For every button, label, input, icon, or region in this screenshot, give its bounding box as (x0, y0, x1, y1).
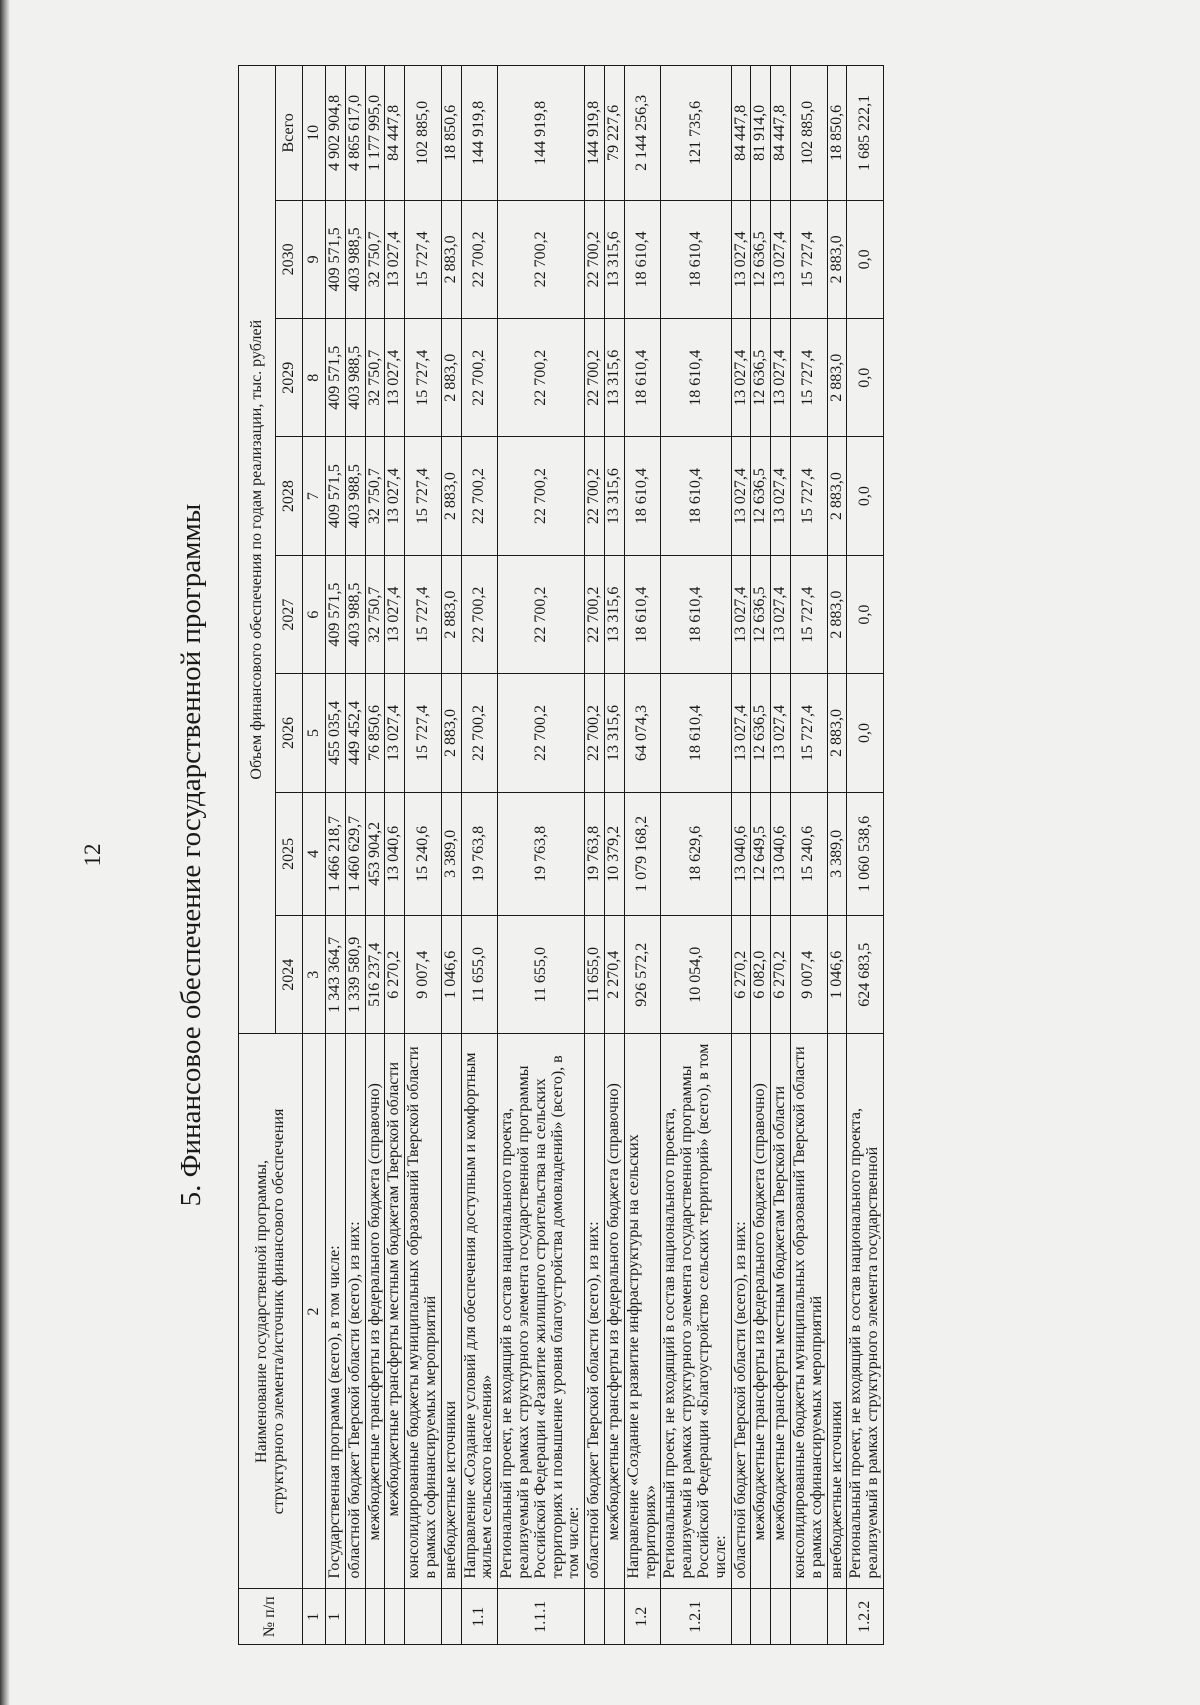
value-cell: 455 035,4 (326, 674, 346, 792)
value-cell: 15 240,6 (405, 792, 442, 915)
value-cell: 2 883,0 (827, 200, 847, 318)
value-cell: 2 883,0 (441, 674, 461, 792)
value-cell: 1 460 629,7 (345, 792, 365, 915)
col-no-header: № п/п (239, 1589, 303, 1645)
value-cell: 13 027,4 (385, 200, 405, 318)
value-cell: 1 343 364,7 (326, 916, 346, 1034)
value-cell: 22 700,2 (585, 555, 605, 673)
row-name-cell: Направление «Создание и развитие инфраструктуры на сельских территориях» (624, 1034, 661, 1589)
row-name-cell: межбюджетные трансферты из федерального бюджета (справочно) (751, 1034, 771, 1589)
row-number-cell (731, 1589, 751, 1645)
value-cell: 121 735,6 (661, 66, 731, 201)
row-name-cell: Государственная программа (всего), в том числе: (326, 1034, 346, 1589)
row-name-cell: внебюджетные источники (827, 1034, 847, 1589)
value-cell: 13 040,6 (731, 792, 751, 915)
value-cell: 13 027,4 (731, 200, 751, 318)
table-row (441, 66, 461, 1645)
value-cell: 18 610,4 (624, 555, 661, 673)
value-cell: 22 700,2 (585, 319, 605, 437)
value-cell: 18 850,6 (827, 66, 847, 201)
table-row (771, 66, 791, 1645)
value-cell: 9 007,4 (790, 916, 827, 1034)
column-index-cell: 8 (303, 319, 326, 437)
value-cell: 15 727,4 (405, 200, 442, 318)
column-index-cell: 10 (303, 66, 326, 201)
value-cell: 403 988,5 (345, 437, 365, 555)
value-cell: 22 700,2 (498, 319, 585, 437)
value-cell: 12 636,5 (751, 319, 771, 437)
row-name-cell: межбюджетные трансферты местным бюджетам Тверской области (771, 1034, 791, 1589)
year-header: Всего (276, 66, 303, 201)
year-header: 2024 (276, 916, 303, 1034)
value-cell: 13 027,4 (385, 674, 405, 792)
value-cell: 15 727,4 (405, 319, 442, 437)
value-cell: 19 763,8 (498, 792, 585, 915)
value-cell: 22 700,2 (585, 200, 605, 318)
value-cell: 449 452,4 (345, 674, 365, 792)
column-index-cell: 2 (303, 1034, 326, 1589)
value-cell: 13 027,4 (771, 200, 791, 318)
value-cell: 409 571,5 (326, 437, 346, 555)
table-row (345, 66, 365, 1645)
value-cell: 2 883,0 (827, 437, 847, 555)
value-cell: 18 610,4 (624, 200, 661, 318)
value-cell: 2 883,0 (441, 437, 461, 555)
value-cell: 403 988,5 (345, 319, 365, 437)
table-row (405, 66, 442, 1645)
value-cell: 13 315,6 (604, 555, 624, 673)
value-cell: 1 685 222,1 (847, 66, 884, 201)
row-name-cell: Региональный проект, не входящий в состав национального проекта, реализуемый в рамках структурного элемента государственной программы Российской Федерации «Развитие жилищного строительства на сельских территориях и повышение уровня благоустройства домовладений» (всего), в том числе: (498, 1034, 585, 1589)
value-cell: 22 700,2 (461, 555, 498, 673)
value-cell: 0,0 (847, 319, 884, 437)
value-cell: 1 060 538,6 (847, 792, 884, 915)
value-cell: 6 270,2 (385, 916, 405, 1034)
row-number-cell (827, 1589, 847, 1645)
value-cell: 15 727,4 (790, 437, 827, 555)
row-name-cell: Направление «Создание условий для обеспечения доступным и комфортным жильем сельского населения» (461, 1034, 498, 1589)
value-cell: 1 466 218,7 (326, 792, 346, 915)
row-number-cell (604, 1589, 624, 1645)
value-cell: 13 027,4 (771, 555, 791, 673)
value-cell: 2 883,0 (827, 674, 847, 792)
value-cell: 10 054,0 (661, 916, 731, 1034)
value-cell: 1 177 995,0 (365, 66, 385, 201)
value-cell: 1 046,6 (441, 916, 461, 1034)
row-name-cell: межбюджетные трансферты местным бюджетам Тверской области (385, 1034, 405, 1589)
value-cell: 13 027,4 (731, 437, 751, 555)
value-cell: 19 763,8 (585, 792, 605, 915)
value-cell: 18 850,6 (441, 66, 461, 201)
value-cell: 13 027,4 (771, 319, 791, 437)
value-cell: 144 919,8 (585, 66, 605, 201)
value-cell: 10 379,2 (604, 792, 624, 915)
value-cell: 144 919,8 (461, 66, 498, 201)
value-cell: 64 074,3 (624, 674, 661, 792)
value-cell: 18 610,4 (624, 437, 661, 555)
column-index-cell: 4 (303, 792, 326, 915)
value-cell: 15 240,6 (790, 792, 827, 915)
row-number-cell: 1.2.2 (847, 1589, 884, 1645)
row-name-cell: Региональный проект, не входящий в состав национального проекта, реализуемый в рамках структурного элемента государственной программы Российской Федерации «Благоустройство сельских территорий» (всего), в том числе: (661, 1034, 731, 1589)
value-cell: 81 914,0 (751, 66, 771, 201)
value-cell: 13 315,6 (604, 200, 624, 318)
value-cell: 0,0 (847, 555, 884, 673)
value-cell: 13 315,6 (604, 437, 624, 555)
value-cell: 2 883,0 (827, 319, 847, 437)
value-cell: 624 683,5 (847, 916, 884, 1034)
value-cell: 453 904,2 (365, 792, 385, 915)
row-number-cell (585, 1589, 605, 1645)
row-number-cell: 1 (326, 1589, 346, 1645)
value-cell: 0,0 (847, 437, 884, 555)
value-cell: 18 610,4 (661, 200, 731, 318)
value-cell: 84 447,8 (771, 66, 791, 201)
value-cell: 18 610,4 (661, 555, 731, 673)
value-cell: 32 750,7 (365, 200, 385, 318)
year-header: 2027 (276, 555, 303, 673)
table-row (790, 66, 827, 1645)
value-cell: 11 655,0 (585, 916, 605, 1034)
value-cell: 12 636,5 (751, 555, 771, 673)
value-cell: 18 629,6 (661, 792, 731, 915)
row-name-cell: межбюджетные трансферты из федерального бюджета (справочно) (604, 1034, 624, 1589)
value-cell: 6 270,2 (771, 916, 791, 1034)
row-number-cell: 1.1.1 (498, 1589, 585, 1645)
value-cell: 144 919,8 (498, 66, 585, 201)
value-cell: 15 727,4 (405, 437, 442, 555)
value-cell: 9 007,4 (405, 916, 442, 1034)
row-name-cell: областной бюджет Тверской области (всего), из них: (345, 1034, 365, 1589)
value-cell: 12 649,5 (751, 792, 771, 915)
value-cell: 11 655,0 (498, 916, 585, 1034)
value-cell: 403 988,5 (345, 555, 365, 673)
row-number-cell: 1.1 (461, 1589, 498, 1645)
value-cell: 32 750,7 (365, 437, 385, 555)
value-cell: 409 571,5 (326, 200, 346, 318)
row-number-cell (751, 1589, 771, 1645)
table-row (661, 66, 731, 1645)
value-cell: 76 850,6 (365, 674, 385, 792)
value-cell: 12 636,5 (751, 200, 771, 318)
year-header: 2025 (276, 792, 303, 915)
row-name-cell: Региональный проект, не входящий в состав национального проекта, реализуемый в рамках структурного элемента государственной (847, 1034, 884, 1589)
row-name-cell: областной бюджет Тверской области (всего), из них: (585, 1034, 605, 1589)
year-header: 2029 (276, 319, 303, 437)
financing-table (238, 65, 884, 1645)
column-index-cell: 1 (303, 1589, 326, 1645)
row-number-cell (441, 1589, 461, 1645)
value-cell: 79 227,6 (604, 66, 624, 201)
value-cell: 13 027,4 (771, 437, 791, 555)
table-row (751, 66, 771, 1645)
value-cell: 12 636,5 (751, 437, 771, 555)
value-cell: 2 883,0 (827, 555, 847, 673)
col-name-header-line2: структурного элемента/источник финансового обеспечения (269, 1108, 287, 1515)
value-cell: 6 082,0 (751, 916, 771, 1034)
table-row (461, 66, 498, 1645)
table-row (585, 66, 605, 1645)
row-number-cell: 1.2.1 (661, 1589, 731, 1645)
row-number-cell (790, 1589, 827, 1645)
row-number-cell (345, 1589, 365, 1645)
value-cell: 2 883,0 (441, 555, 461, 673)
value-cell: 18 610,4 (661, 437, 731, 555)
table-row (385, 66, 405, 1645)
column-index-cell: 6 (303, 555, 326, 673)
value-cell: 3 389,0 (441, 792, 461, 915)
value-cell: 0,0 (847, 200, 884, 318)
value-cell: 18 610,4 (624, 319, 661, 437)
value-cell: 22 700,2 (498, 200, 585, 318)
value-cell: 15 727,4 (790, 555, 827, 673)
value-cell: 13 027,4 (385, 555, 405, 673)
table-row (827, 66, 847, 1645)
value-cell: 18 610,4 (661, 319, 731, 437)
value-cell: 22 700,2 (498, 437, 585, 555)
row-name-cell: консолидированные бюджеты муниципальных образований Тверской области в рамках софинансируемых мероприятий (405, 1034, 442, 1589)
col-name-header (239, 1034, 303, 1589)
value-cell: 15 727,4 (790, 674, 827, 792)
value-cell: 32 750,7 (365, 555, 385, 673)
column-index-cell: 7 (303, 437, 326, 555)
value-cell: 22 700,2 (498, 555, 585, 673)
value-cell: 13 315,6 (604, 674, 624, 792)
value-cell: 13 040,6 (771, 792, 791, 915)
value-cell: 409 571,5 (326, 555, 346, 673)
value-cell: 2 144 256,3 (624, 66, 661, 201)
table-row (624, 66, 661, 1645)
year-header: 2026 (276, 674, 303, 792)
value-cell: 22 700,2 (461, 437, 498, 555)
value-cell: 13 027,4 (385, 319, 405, 437)
row-number-cell (385, 1589, 405, 1645)
value-cell: 2 883,0 (441, 200, 461, 318)
table-row (365, 66, 385, 1645)
row-number-cell: 1.2 (624, 1589, 661, 1645)
value-cell: 11 655,0 (461, 916, 498, 1034)
value-cell: 15 727,4 (790, 319, 827, 437)
value-cell: 1 079 168,2 (624, 792, 661, 915)
value-cell: 22 700,2 (461, 200, 498, 318)
value-cell: 18 610,4 (661, 674, 731, 792)
value-cell: 13 027,4 (385, 437, 405, 555)
value-cell: 12 636,5 (751, 674, 771, 792)
value-cell: 19 763,8 (461, 792, 498, 915)
row-name-cell: консолидированные бюджеты муниципальных образований Тверской области в рамках софинансируемых мероприятий (790, 1034, 827, 1589)
section-title: 5. Финансовое обеспечение государственной программы (175, 503, 207, 1207)
value-cell: 22 700,2 (461, 674, 498, 792)
value-cell: 15 727,4 (405, 674, 442, 792)
col-name-header-line1: Наименование государственной программы, (252, 1160, 270, 1463)
row-name-cell: межбюджетные трансферты из федерального бюджета (справочно) (365, 1034, 385, 1589)
value-cell: 22 700,2 (585, 674, 605, 792)
value-cell: 6 270,2 (731, 916, 751, 1034)
value-cell: 13 315,6 (604, 319, 624, 437)
column-index-cell: 5 (303, 674, 326, 792)
value-cell: 22 700,2 (585, 437, 605, 555)
value-cell: 15 727,4 (405, 555, 442, 673)
row-number-cell (771, 1589, 791, 1645)
year-header: 2028 (276, 437, 303, 555)
value-cell: 4 902 904,8 (326, 66, 346, 201)
value-cell: 102 885,0 (405, 66, 442, 201)
value-cell: 1 339 580,9 (345, 916, 365, 1034)
value-cell: 84 447,8 (385, 66, 405, 201)
value-cell: 926 572,2 (624, 916, 661, 1034)
table-row (326, 66, 346, 1645)
value-cell: 13 027,4 (771, 674, 791, 792)
year-header: 2030 (276, 200, 303, 318)
value-cell: 22 700,2 (461, 319, 498, 437)
value-cell: 13 027,4 (731, 674, 751, 792)
table-row (604, 66, 624, 1645)
volume-header: Объем финансового обеспечения по годам реализации, тыс. рублей (239, 66, 276, 1034)
table-row (847, 66, 884, 1645)
value-cell: 84 447,8 (731, 66, 751, 201)
value-cell: 13 027,4 (731, 319, 751, 437)
value-cell: 1 046,6 (827, 916, 847, 1034)
value-cell: 403 988,5 (345, 200, 365, 318)
value-cell: 516 237,4 (365, 916, 385, 1034)
row-name-cell: внебюджетные источники (441, 1034, 461, 1589)
value-cell: 13 040,6 (385, 792, 405, 915)
value-cell: 102 885,0 (790, 66, 827, 201)
value-cell: 0,0 (847, 674, 884, 792)
value-cell: 22 700,2 (498, 674, 585, 792)
value-cell: 2 883,0 (441, 319, 461, 437)
row-name-cell: областной бюджет Тверской области (всего), из них: (731, 1034, 751, 1589)
table-row (498, 66, 585, 1645)
value-cell: 4 865 617,0 (345, 66, 365, 201)
rotated-page (80, 65, 1170, 1645)
column-index-cell: 3 (303, 916, 326, 1034)
value-cell: 32 750,7 (365, 319, 385, 437)
scan-edge (0, 0, 10, 1705)
row-number-cell (365, 1589, 385, 1645)
page-number: 12 (80, 843, 105, 867)
value-cell: 3 389,0 (827, 792, 847, 915)
column-index-cell: 9 (303, 200, 326, 318)
value-cell: 2 270,4 (604, 916, 624, 1034)
row-number-cell (405, 1589, 442, 1645)
value-cell: 13 027,4 (731, 555, 751, 673)
value-cell: 15 727,4 (790, 200, 827, 318)
value-cell: 409 571,5 (326, 319, 346, 437)
table-row (731, 66, 751, 1645)
